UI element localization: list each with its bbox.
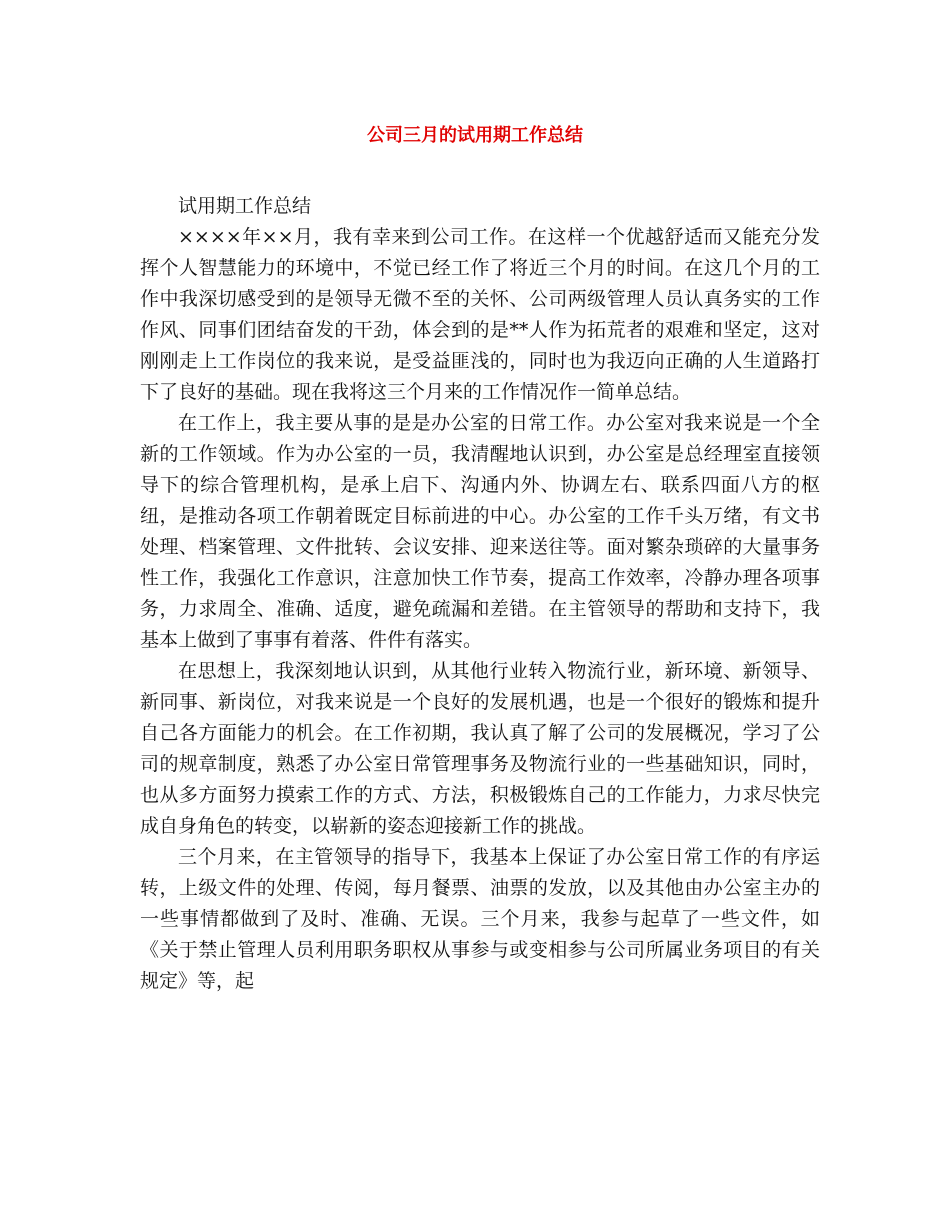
paragraph: 试用期工作总结: [178, 195, 312, 217]
paragraph: 在工作上，我主要从事的是是办公室的日常工作。办公室对我来说是一个全新的工作领域。作为办公室的一员，我清醒地认识到，办公室是总经理室直接领导下的综合管理机构，是承上启下、沟通内外、协调左右、联系四面八方的枢纽，是推动各项工作朝着既定目标前进的中心。办公室的工作千头万绪，有文书处理、档案管理、文件批转、会议安排、迎来送往等。面对繁杂琐碎的大量事务性工作，我强化工作意识，注意加快工作节奏，提高工作效率，冷静办理各项事务，力求周全、准确、适度，避免疏漏和差错。在主管领导的帮助和支持下，我基本上做到了事事有着落、件件有落实。: [140, 412, 820, 651]
document-body: [140, 191, 820, 997]
paragraph: ××××年××月，我有幸来到公司工作。在这样一个优越舒适而又能充分发挥个人智慧能力的环境中，不觉已经工作了将近三个月的时间。在这几个月的工作中我深切感受到的是领导无微不至的关怀、公司两级管理人员认真务实的工作作风、同事们团结奋发的干劲，体会到的是**人作为拓荒者的艰难和坚定，这对刚刚走上工作岗位的我来说，是受益匪浅的，同时也为我迈向正确的人生道路打下了良好的基础。现在我将这三个月来的工作情况作一简单总结。: [140, 226, 820, 403]
document-title: 公司三月的试用期工作总结: [367, 125, 583, 146]
paragraph: 在思想上，我深刻地认识到，从其他行业转入物流行业，新环境、新领导、新同事、新岗位，对我来说是一个良好的发展机遇，也是一个很好的锻炼和提升自己各方面能力的机会。在工作初期，我认真了解了公司的发展概况，学习了公司的规章制度，熟悉了办公室日常管理事务及物流行业的一些基础知识，同时，也从多方面努力摸索工作的方式、方法，积极锻炼自己的工作能力，力求尽快完成自身角色的转变，以崭新的姿态迎接新工作的挑战。: [140, 660, 820, 837]
paragraph: 三个月来，在主管领导的指导下，我基本上保证了办公室日常工作的有序运转，上级文件的处理、传阅，每月餐票、油票的发放，以及其他由办公室主办的一些事情都做到了及时、准确、无误。三个月来，我参与起草了一些文件，如《关于禁止管理人员利用职务职权从事参与或变相参与公司所属业务项目的有关规定》等，起: [140, 846, 820, 992]
